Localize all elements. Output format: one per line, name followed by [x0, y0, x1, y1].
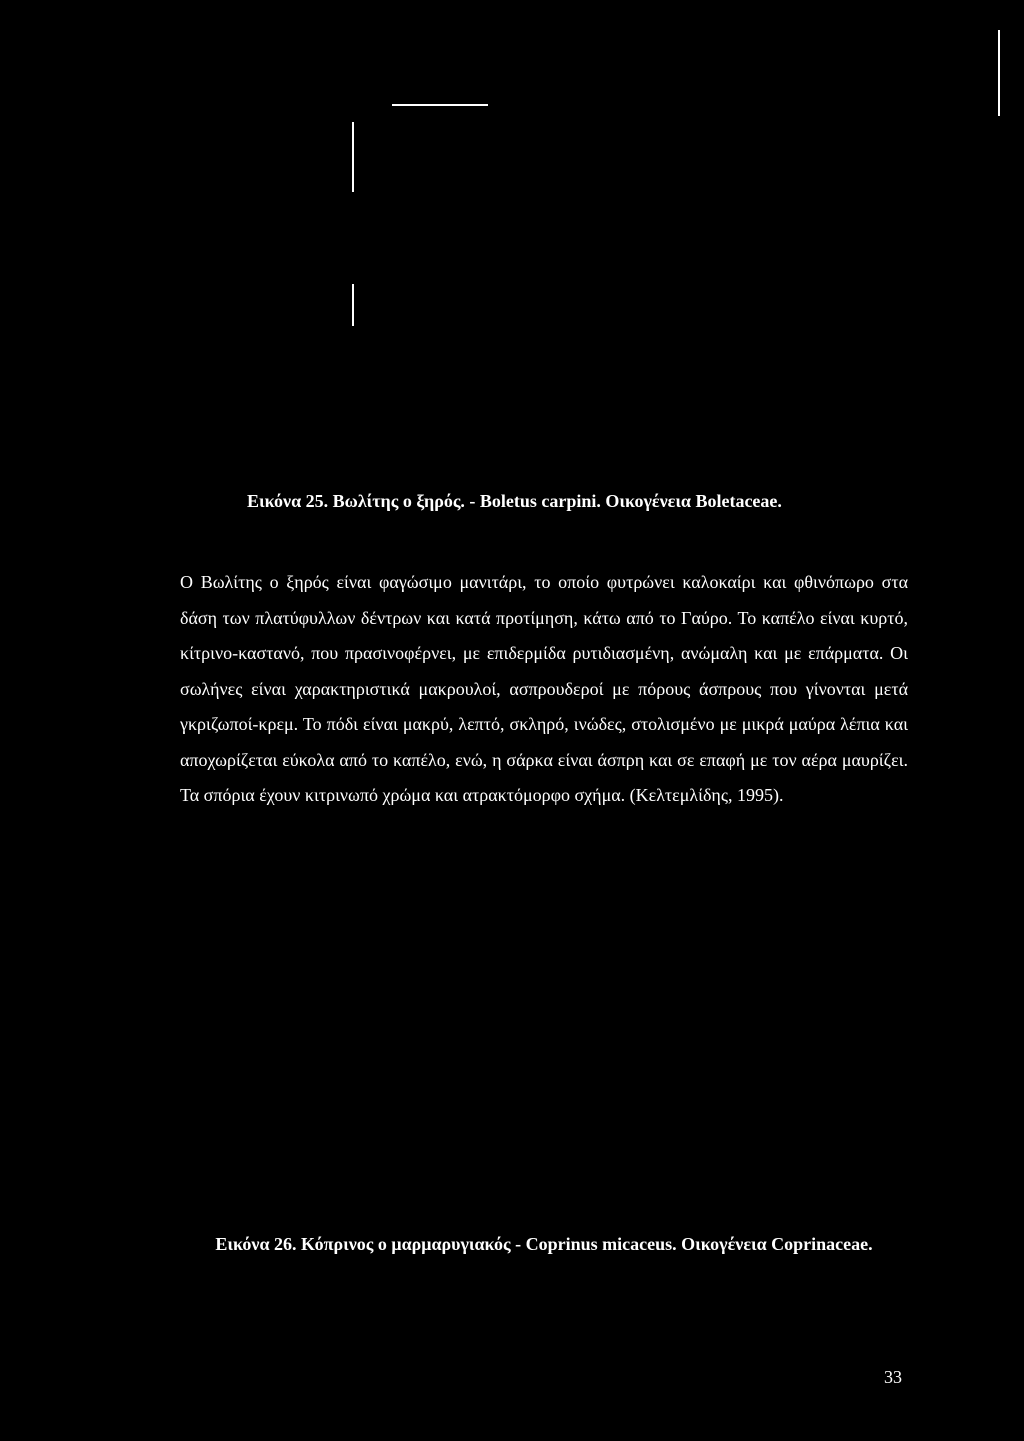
figure-25-caption: Εικόνα 25. Βωλίτης ο ξηρός. - Boletus carpini. Οικογένεια Boletaceae. [247, 491, 782, 511]
figure-26-caption: Εικόνα 26. Κόπρινος ο μαρμαρυγιακός - Coprinus micaceus. Οικογένεια Coprinaceae. [215, 1234, 873, 1254]
scan-artifact-line [352, 284, 354, 326]
scan-artifact-line [998, 30, 1000, 116]
scan-artifact-line [352, 122, 354, 192]
page-number: 33 [884, 1367, 902, 1387]
scan-artifact-line [392, 104, 488, 106]
mushroom-description: Ο Βωλίτης ο ξηρός είναι φαγώσιμο μανιτάρι, το οποίο φυτρώνει καλοκαίρι και φθινόπωρο στα δάση των πλατύφυλλων δέντρων και κατά προτίμηση, κάτω από το Γαύρο. Το καπέλο είναι κυρτό, κίτρινο-καστανό, που πρασινοφέρνει, με επιδερμίδα ρυτιδιασμένη, ανώμαλη και με επάρματα. Οι σωλήνες είναι χαρακτηριστικά μακρουλοί, ασπρουδεροί με πόρους άσπρους που γίνονται μετά γκριζωποί-κρεμ. Το πόδι είναι μακρύ, λεπτό, σκληρό, ινώδες, στολισμένο με μικρά μαύρα λέπια και αποχωρίζεται εύκολα από το καπέλο, ενώ, η σάρκα είναι άσπρη και σε επαφή με τον αέρα μαυρίζει. Τα σπόρια έχουν κιτρινωπό χρώμα και ατρακτόμορφο σχήμα. (Κελτεμλίδης, 1995). [180, 572, 908, 805]
